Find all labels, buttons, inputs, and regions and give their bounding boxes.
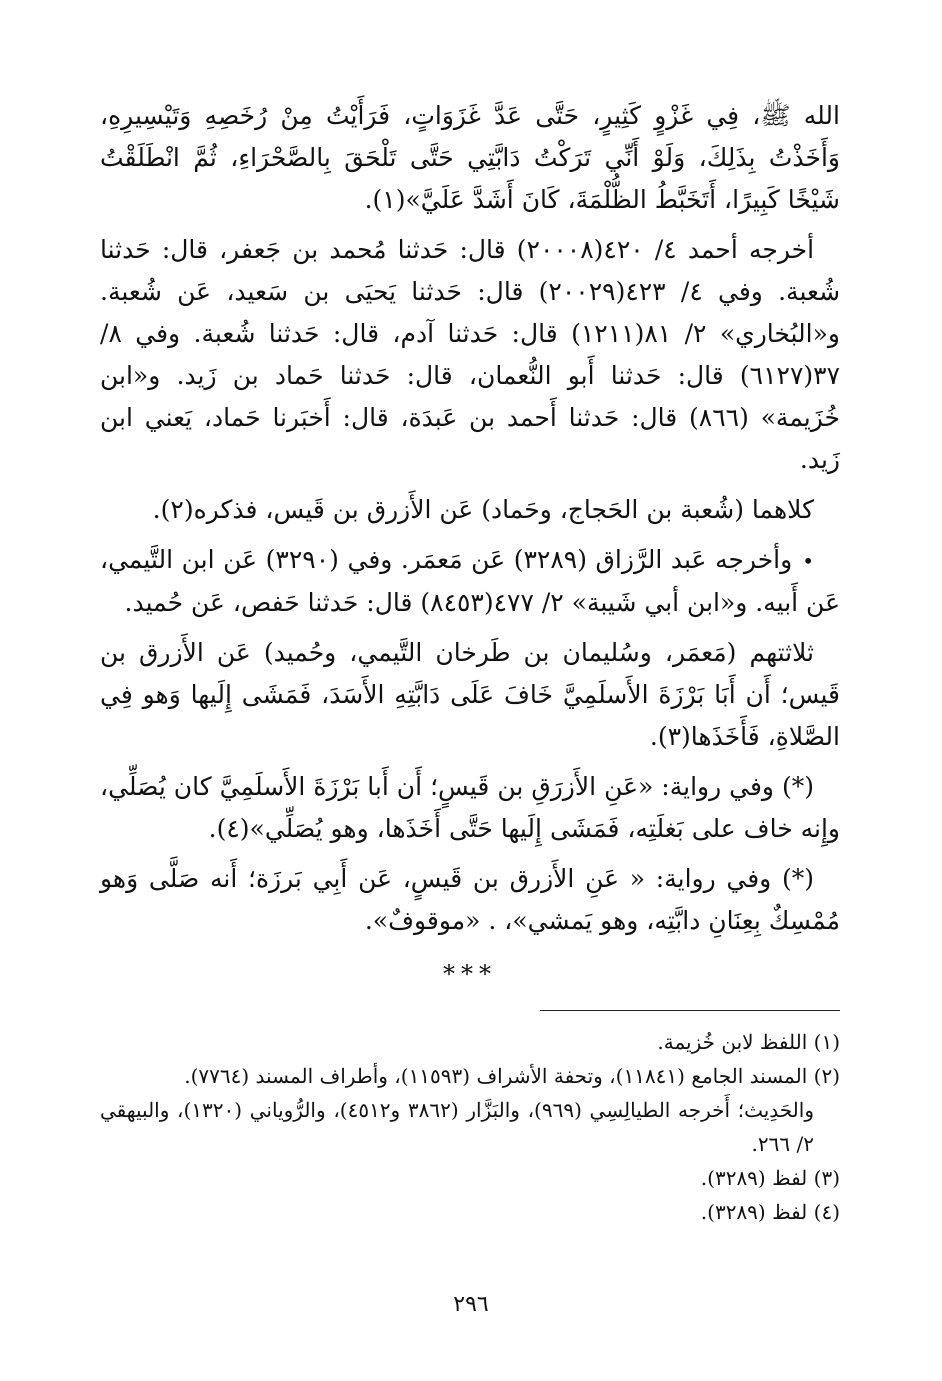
footnote-1: (١) اللفظ لابن خُزيمة. [657,1030,840,1054]
takhrij-ahmad: أخرجه أحمد ٤/ ٤٢٠(٢٠٠٠٨) قال: حَدثنا مُحمد بن جَعفر، قال: حَدثنا شُعبة. وفي ٤/ ٤٢٣(٢٠٠٢٩) قال: حَدثنا يَحيَى بن سَعيد، عَن شُعبة. و«البُخاري» ٢/ ٨١(١٢١١) قال: حَدثنا آدم، قال: حَدثنا شُعبة. وفي ٨/ ٣٧(٦١٢٧) قال: حَدثنا أَبو النُّعمان، قال: حَدثنا حَماد بن زَيد. و«ابن خُزَيمة» (٨٦٦) قال: حَدثنا أَحمد بن عَبدَة، قال: أَخبَرنا حَماد، يَعني ابن زَيد. [100,235,841,474]
riwaya-2: (*) وفي رواية: « عَنِ الأَزرق بن قَيسٍ، عَن أَبِي بَرزَة؛ أَنه صَلَّى وَهو مُمْسِكٌ بِعِنَانِ دابَّتِه، وهو يَمشي»، . «موقوفٌ». [100,864,840,935]
page-body [100,95,840,1229]
section-separator-stars: *** [443,960,497,988]
footnote-4: (٤) لفظ (٣٢٨٩). [700,1200,840,1224]
riwaya-1: (*) وفي رواية: «عَنِ الأَزرَقِ بن قَيسٍ؛ أَن أَبا بَرْزَةَ الأَسلَمِيَّ كان يُصَلِّي، وإِنه خاف على بَغلَتِه، فَمَشَى إِلَيها حَتَّى أَخَذَها، وهو يُصَلِّي»(٤). [100,772,840,843]
both-narrators: كلاهما (شُعبة بن الحَجاج، وحَماد) عَن الأَزرق بن قَيس، فذكره(٢). [152,495,814,524]
three-narrators: ثلاثتهم (مَعمَر، وسُليمان بن طَرخان التَّيمي، وحُميد) عَن الأَزرق بن قَيس؛ أَن أَبَا بَرْزَةَ الأَسلَمِيَّ خَافَ عَلَى دَابَّتِهِ الأَسَدَ، فَمَشَى إِلَيها وَهو فِي الصَّلاةِ، فَأَخَذَها(٣). [100,638,840,751]
footnote-2-continuation: والحَدِيث؛ أَخرجه الطيالِسِي (٩٦٩)، والبَزَّار (٣٨٦٢ و٤٥١٢)، والرُّوياني (١٣٢٠)، والبيهقي ٢/ ٢٦٦. [100,1098,814,1156]
takhrij-abdurrazzaq [100,539,840,624]
footnote-2: (٢) المسند الجامع (١١٨٤١)، وتحفة الأشراف (١١٥٩٣)، وأطراف المسند (٧٧٦٤). [184,1064,840,1088]
page-number: ٢٩٦ [453,1292,489,1317]
footnote-3: (٣) لفظ (٣٢٨٩). [700,1166,840,1190]
hadith-text-continuation: الله ﷺ، فِي غَزْوٍ كَثِيرٍ، حَتَّى عَدَّ غَزَوَاتٍ، فَرَأَيْتُ مِنْ رُخَصِهِ وَتَيْسِيرِهِ، وَأَخَذْتُ بِذَلِكَ، وَلَوْ أَنِّي تَرَكْتُ دَابَّتِي حَتَّى تَلْحَقَ بِالصَّحْرَاءِ، ثُمَّ انْطَلَقْتُ شَيْخًا كَبِيرًا، أَتَخَبَّطُ الظُّلْمَةَ، كَانَ أَشَدَّ عَلَيَّ»(١). [100,101,840,214]
takhrij-abdurrazzaq-text: وأخرجه عَبد الرَّزاق (٣٢٨٩) عَن مَعمَر. وفي (٣٢٩٠) عَن ابن التَّيمي، عَن أَبيه. و«ابن أبي شَيبة» ٢/ ٤٧٧(٨٤٥٣) قال: حَدثنا حَفص، عَن حُميد. [100,545,840,617]
bullet-icon: • [802,549,814,573]
footnote-divider [540,1010,840,1011]
